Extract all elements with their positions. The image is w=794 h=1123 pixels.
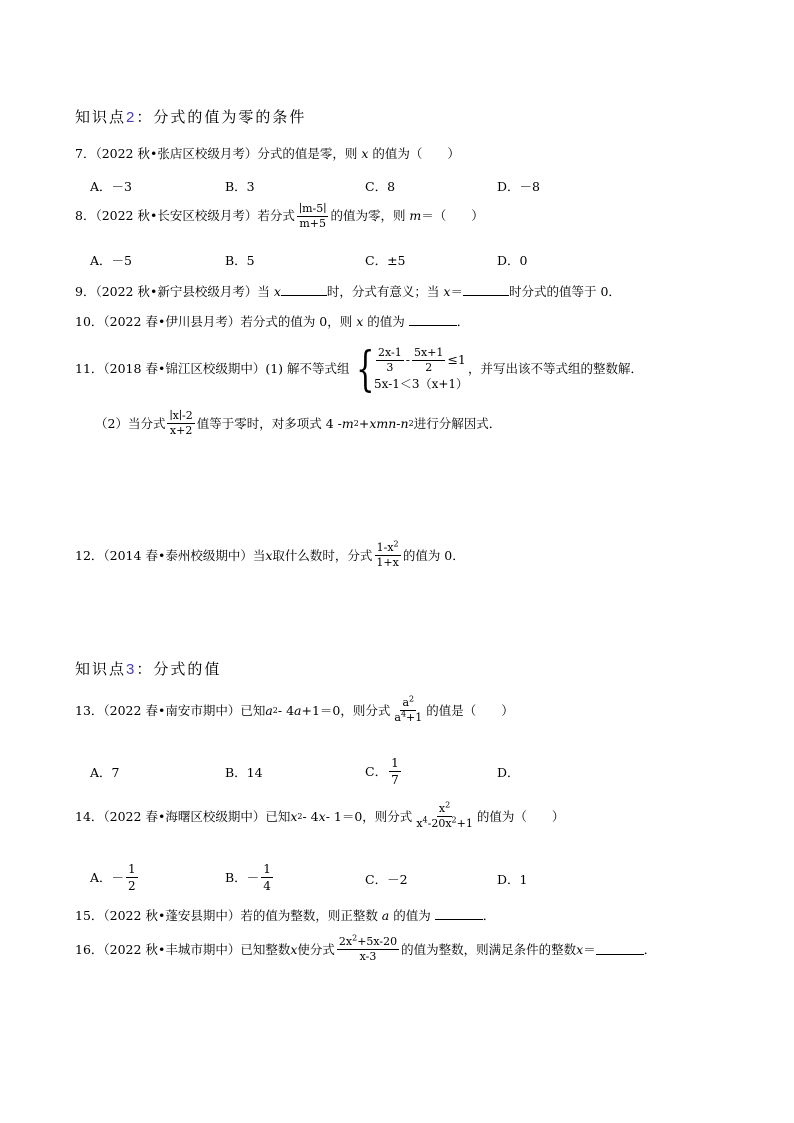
q13-a2: a: [294, 702, 302, 718]
q14-option-a[interactable]: [90, 858, 140, 896]
q8-stem-end: ＝（ ）: [421, 208, 484, 223]
q14-option-b-label: B．－: [225, 870, 260, 885]
q13-den-text: a: [394, 711, 401, 724]
answer-blank[interactable]: [281, 285, 327, 296]
q16-num-a: 2x: [338, 935, 353, 948]
q11p2-xmn: xmn: [369, 415, 397, 431]
q13-option-a[interactable]: A．7: [90, 765, 120, 780]
q14-eq: - 1＝0，则分式: [325, 808, 413, 824]
q7-option-c[interactable]: C．8: [365, 179, 396, 194]
answer-blank[interactable]: [596, 944, 644, 955]
q7-option-a[interactable]: A．－3: [90, 179, 132, 194]
q14-opta-den: 2: [128, 878, 136, 893]
q13-minus4: - 4: [277, 702, 295, 718]
q8-option-a[interactable]: A．－5: [90, 253, 132, 268]
q16-stem-mid2: 的值为整数，则满足条件的整数: [401, 941, 577, 957]
q11p2-n: n: [400, 415, 409, 431]
q14-opta-num: 1: [128, 861, 136, 876]
q11p2-plus: +: [358, 415, 370, 431]
question-7: [75, 146, 460, 162]
q8-numerator: ∣m-5∣: [298, 202, 327, 215]
q10-var: x: [356, 314, 364, 329]
question-12: [75, 539, 465, 569]
exp: 4: [400, 709, 407, 719]
q14-stem: 14．（2022 春•海曙区校级期中）已知: [75, 808, 291, 824]
q14-den-b: -20x: [427, 817, 452, 830]
q7-stem-end: 的值为（ ）: [368, 146, 460, 161]
q13-eq: +1＝0，则分式: [301, 702, 391, 718]
answer-blank[interactable]: [463, 285, 509, 296]
q16-var: x: [290, 941, 298, 957]
q16-num: [337, 933, 399, 950]
q10-stem-end: ．: [456, 314, 470, 329]
q14-option-d[interactable]: D．1: [497, 872, 528, 887]
q11p2-stem: （2）当分式: [95, 415, 166, 431]
q11p2-minus: -: [396, 415, 401, 431]
q16-stem-end: ．: [643, 941, 657, 957]
q14-optb-den: 4: [263, 878, 271, 893]
section-heading-2: [75, 106, 306, 127]
q7-option-d[interactable]: D．－8: [497, 179, 540, 194]
q7-stem: 7．（2022 秋•张店区校级月考）分式的值是零，则: [75, 146, 362, 161]
question-16: [75, 933, 657, 963]
q15-stem-mid: 的值为: [389, 908, 435, 923]
q14-den-a: x: [416, 817, 423, 830]
q12-stem-end: 的值为 0．: [402, 547, 465, 563]
q11-f1-num: 2x-1: [378, 345, 402, 359]
q14-den: [414, 817, 475, 830]
q15-stem-end: ．: [482, 908, 496, 923]
q10-stem-mid: 的值为: [363, 314, 409, 329]
q12-var: x: [265, 547, 273, 563]
q8-fraction: [297, 203, 329, 230]
q9-var2: x: [443, 284, 451, 299]
q14-optb-num: 1: [263, 861, 271, 876]
q13-option-c-label: C．: [365, 764, 388, 779]
question-13: 13．（2022 春•南安市期中）已知 a 2 - 4 a +1＝0，则分式 $\frac{a^2}{a^4+1}$ 的值是（ ）: [75, 694, 514, 724]
q14-x: x: [290, 808, 298, 824]
question-10: [75, 314, 469, 330]
section-title: ：分式的值: [136, 660, 222, 678]
question-9: [75, 284, 621, 300]
q14-minus4: - 4: [302, 808, 319, 824]
q11-f2-num: 5x+1: [414, 345, 444, 359]
q11-f1-den: 3: [386, 360, 394, 374]
q16-stem: 16．（2022 秋•丰城市期中）已知整数: [75, 941, 291, 957]
section-prefix: 知识点: [75, 660, 127, 678]
exp: 4: [422, 815, 428, 825]
q16-stem-mid: 使分式: [297, 941, 335, 957]
section-number: 2: [126, 109, 137, 126]
q16-fraction: [337, 933, 399, 963]
q9-stem: 9．（2022 秋•新宁县校级月考）当: [75, 284, 274, 299]
q11p2-m: m: [341, 415, 354, 431]
q14-num: [437, 800, 452, 817]
q14-option-c[interactable]: C．－2: [365, 872, 408, 887]
q7-var: x: [361, 146, 369, 161]
exp: 2: [352, 933, 358, 943]
q16-den: x-3: [359, 950, 377, 963]
q8-option-d[interactable]: D．0: [497, 253, 528, 268]
question-15: [75, 908, 495, 924]
q13-den: [392, 711, 424, 724]
q12-stem-mid: 取什么数时，分式: [272, 547, 373, 563]
q16-var2: x: [576, 941, 584, 957]
q13-a: a: [265, 702, 273, 718]
question-8: [75, 203, 484, 230]
q13-stem: 13．（2022 春•南安市期中）已知: [75, 702, 266, 718]
q13-optc-num: 1: [391, 755, 399, 770]
inequality-row-2: 5x-1＜3（x+1）: [374, 376, 469, 391]
question-11: [75, 338, 643, 400]
question-11-part-2: （2）当分式 $\frac{∣x∣-2}{x+2}$ 值等于零时，对多项式 4 - m 2 + xmn - n 2 进行分解因式．: [95, 409, 502, 437]
exp: 2: [445, 800, 451, 810]
q12-num-text: 1-x: [376, 541, 394, 554]
q13-option-c-fraction: [389, 756, 401, 787]
answer-blank[interactable]: [435, 909, 483, 920]
q14-x2: x: [318, 808, 326, 824]
q8-denominator: m+5: [299, 217, 326, 230]
q9-eq: ＝: [450, 284, 463, 299]
q13-optc-den: 7: [391, 772, 399, 787]
q14-option-a-label: A．－: [90, 870, 125, 885]
q9-stem-end: 时分式的值等于 0．: [508, 284, 621, 299]
q16-eq: ＝: [583, 941, 596, 957]
inequality-row-1: [374, 347, 468, 374]
q15-var: a: [381, 908, 390, 923]
q11p2-den: x+2: [169, 424, 193, 437]
q14-option-b-fraction: [261, 862, 273, 893]
q13-stem-end: 的值是（ ）: [426, 702, 514, 718]
q13-option-b[interactable]: B．14: [225, 765, 263, 780]
q14-option-b[interactable]: [225, 858, 275, 896]
q14-num-text: x: [438, 802, 446, 815]
q14-option-a-fraction: [126, 862, 138, 893]
q15-stem: 15．（2022 秋•蓬安县期中）若的值为整数，则正整数: [75, 908, 382, 923]
q11p2-num: ∣x∣-2: [169, 409, 193, 422]
q14-fraction: [414, 800, 475, 830]
q8-option-b[interactable]: B．5: [225, 253, 255, 268]
q12-num: [375, 539, 401, 556]
q13-option-d[interactable]: D．: [497, 765, 520, 780]
q11-stem: 11．（2018 春•锦江区校级期中）(1) 解不等式组: [75, 361, 350, 376]
q10-stem: 10．（2022 春•伊川县月考）若分式的值为 0，则: [75, 314, 357, 329]
q11-f2-den: 2: [425, 360, 433, 374]
q14-stem-end: 的值为（ ）: [476, 808, 565, 824]
q11p2-end: 进行分解因式．: [413, 415, 502, 431]
q9-var: x: [273, 284, 281, 299]
q12-den: 1+x: [376, 556, 399, 569]
exp: 2: [393, 539, 399, 549]
brace-icon: {: [355, 341, 374, 397]
section-title: ：分式的值为零的条件: [136, 108, 307, 126]
q12-fraction: [374, 539, 400, 569]
section-heading-3: [75, 658, 221, 679]
q14-den-c: +1: [456, 817, 473, 830]
question-14: 14．（2022 春•海曙区校级期中）已知 x 2 - 4 x - 1＝0，则分式 $\frac{x^2}{x^4-20x^2+1}$ 的值为（ ）: [75, 800, 565, 830]
q11-fraction-1: [376, 347, 404, 374]
section-prefix: 知识点: [75, 108, 127, 126]
answer-blank[interactable]: [409, 315, 457, 326]
q11p2-mid: 值等于零时，对多项式 4 -: [196, 415, 342, 431]
inequality-system: [374, 347, 468, 392]
q11-stem-end: ，并写出该不等式组的整数解．: [468, 361, 644, 376]
q8-option-c[interactable]: C．±5: [365, 253, 406, 268]
q16-num-b: +5x-20: [357, 935, 398, 948]
q11-minus: -: [405, 352, 411, 367]
q11-le: ≤1: [447, 352, 466, 367]
q13-num-text: a: [402, 696, 410, 709]
q7-option-b[interactable]: B．3: [225, 179, 255, 194]
q13-fraction: [392, 694, 424, 724]
q13-den-tail: +1: [406, 711, 423, 724]
q8-stem: 8．（2022 秋•长安区校级月考）若分式: [75, 208, 295, 223]
q13-option-c[interactable]: [365, 752, 403, 790]
q9-stem-mid: 时，分式有意义；当: [326, 284, 444, 299]
exp: 2: [451, 815, 457, 825]
q11-fraction-2: [412, 347, 445, 374]
q12-stem: 12．（2014 春•泰州校级期中）当: [75, 547, 266, 563]
q11p2-fraction: [167, 410, 194, 437]
q8-var: m: [409, 208, 422, 223]
section-number: 3: [126, 661, 137, 678]
q8-stem-mid: 的值为零，则: [330, 208, 410, 223]
exp: 2: [409, 694, 415, 704]
